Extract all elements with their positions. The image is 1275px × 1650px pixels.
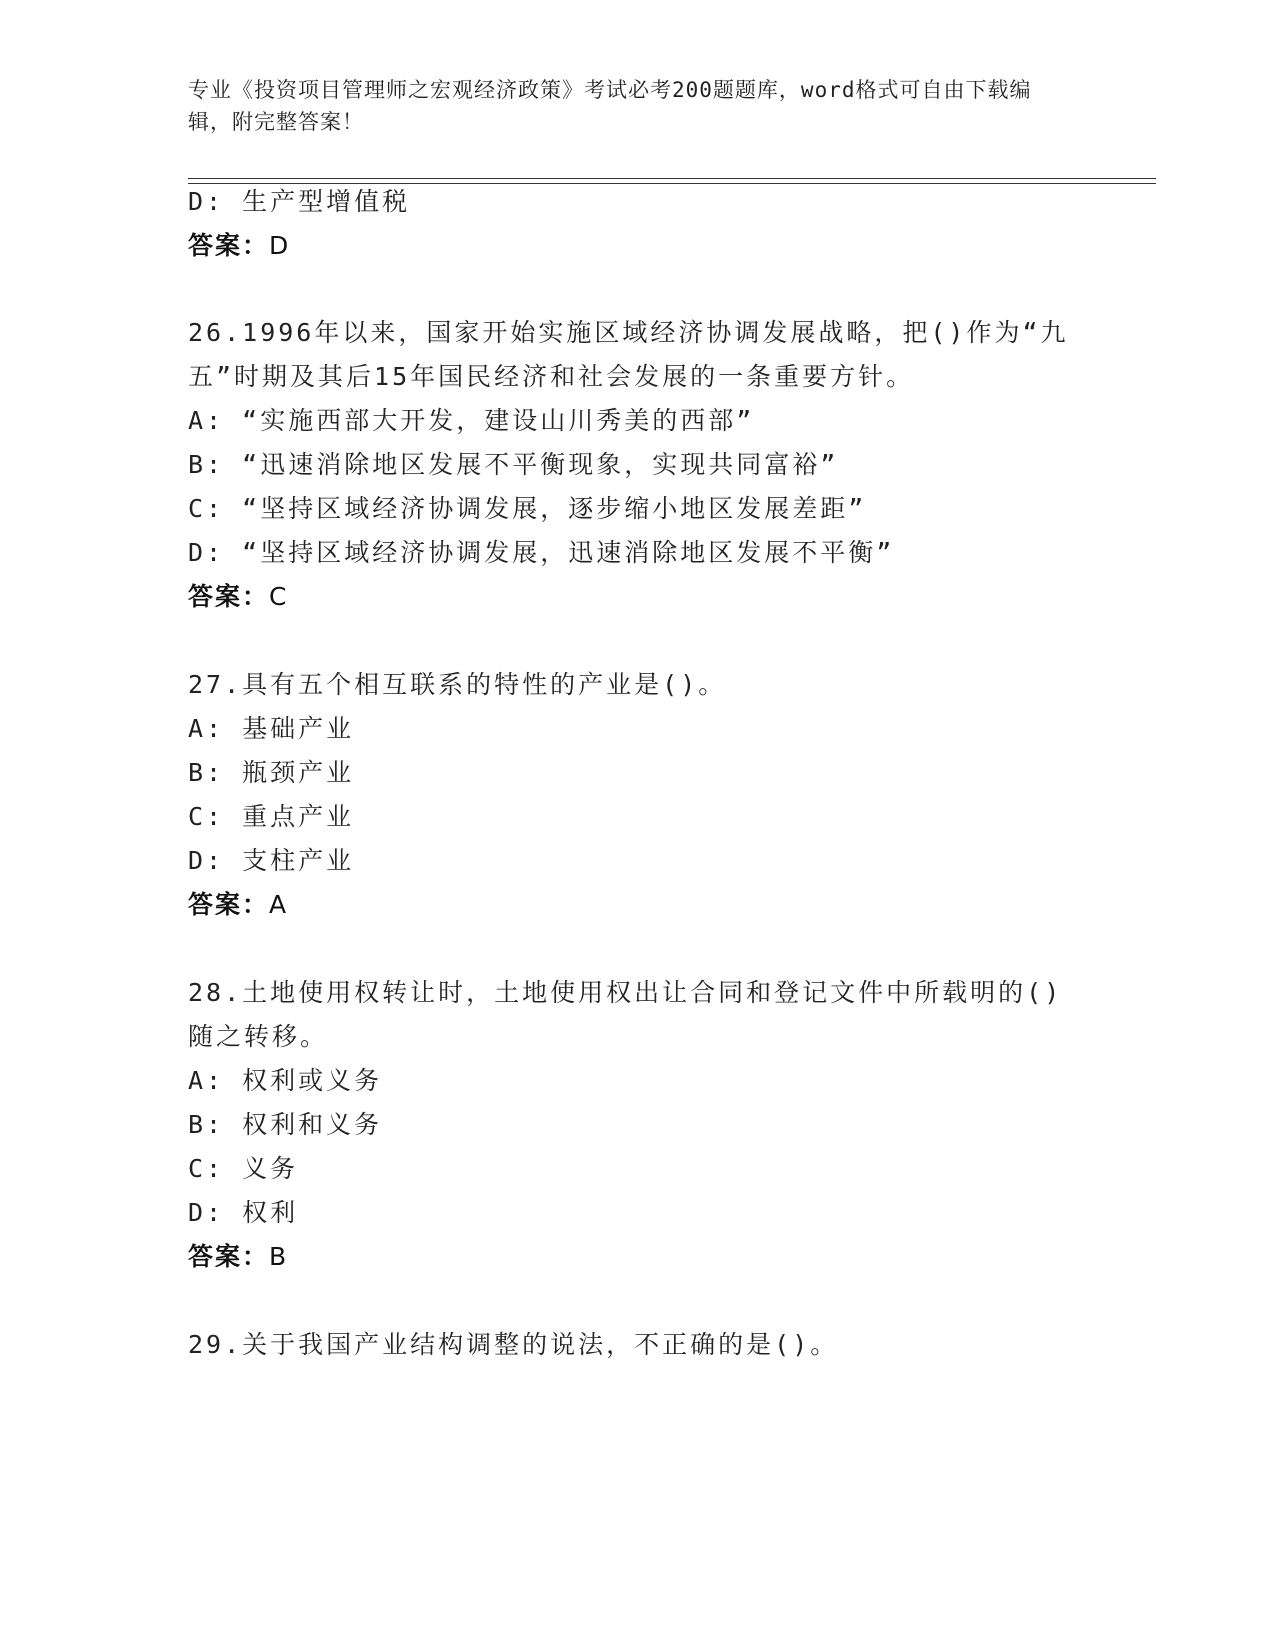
q27-option-c: C: 重点产业 (188, 802, 355, 831)
q28-option-c: C: 义务 (188, 1154, 299, 1183)
answer-value: C (269, 582, 287, 611)
q26-answer (188, 582, 286, 612)
q27-option-d: D: 支柱产业 (188, 846, 355, 875)
q27-option-a: A: 基础产业 (188, 714, 355, 743)
q28-stem-line2: 随之转移。 (188, 1022, 329, 1051)
q25-answer (188, 231, 288, 261)
q26-option-c: C: “坚持区域经济协调发展，逐步缩小地区发展差距” (188, 494, 867, 523)
q29-stem-line1: 29.关于我国产业结构调整的说法，不正确的是()。 (188, 1330, 839, 1359)
q26-stem-line1: 26.1996年以来，国家开始实施区域经济协调发展战略，把()作为“九 (188, 318, 1069, 347)
q27-stem-line1: 27.具有五个相互联系的特性的产业是()。 (188, 670, 727, 699)
answer-value: B (269, 1242, 287, 1271)
q28-option-a: A: 权利或义务 (188, 1066, 383, 1095)
q27-answer (188, 890, 286, 920)
answer-label: 答案： (188, 1242, 270, 1271)
answer-label: 答案： (188, 582, 270, 611)
answer-label: 答案： (188, 231, 270, 260)
q27-option-b: B: 瓶颈产业 (188, 758, 355, 787)
header-divider-top (188, 178, 1156, 179)
document-header: 专业《投资项目管理师之宏观经济政策》考试必考200题题库，word格式可自由下载编辑，附完整答案！ (188, 78, 1032, 134)
q26-option-b: B: “迅速消除地区发展不平衡现象，实现共同富裕” (188, 450, 839, 479)
q26-stem-line2: 五”时期及其后15年国民经济和社会发展的一条重要方针。 (188, 362, 915, 391)
q25-option-d: D: 生产型增值税 (188, 187, 411, 216)
answer-value: A (269, 890, 287, 919)
q28-option-d: D: 权利 (188, 1198, 299, 1227)
q28-option-b: B: 权利和义务 (188, 1110, 383, 1139)
q26-option-a: A: “实施西部大开发，建设山川秀美的西部” (188, 406, 755, 435)
answer-label: 答案： (188, 890, 270, 919)
header-divider-bottom (188, 183, 1156, 184)
q28-answer (188, 1242, 286, 1272)
answer-value: D (269, 231, 289, 260)
q28-stem-line1: 28.土地使用权转让时，土地使用权出让合同和登记文件中所载明的() (188, 978, 1063, 1007)
q26-option-d: D: “坚持区域经济协调发展，迅速消除地区发展不平衡” (188, 538, 895, 567)
